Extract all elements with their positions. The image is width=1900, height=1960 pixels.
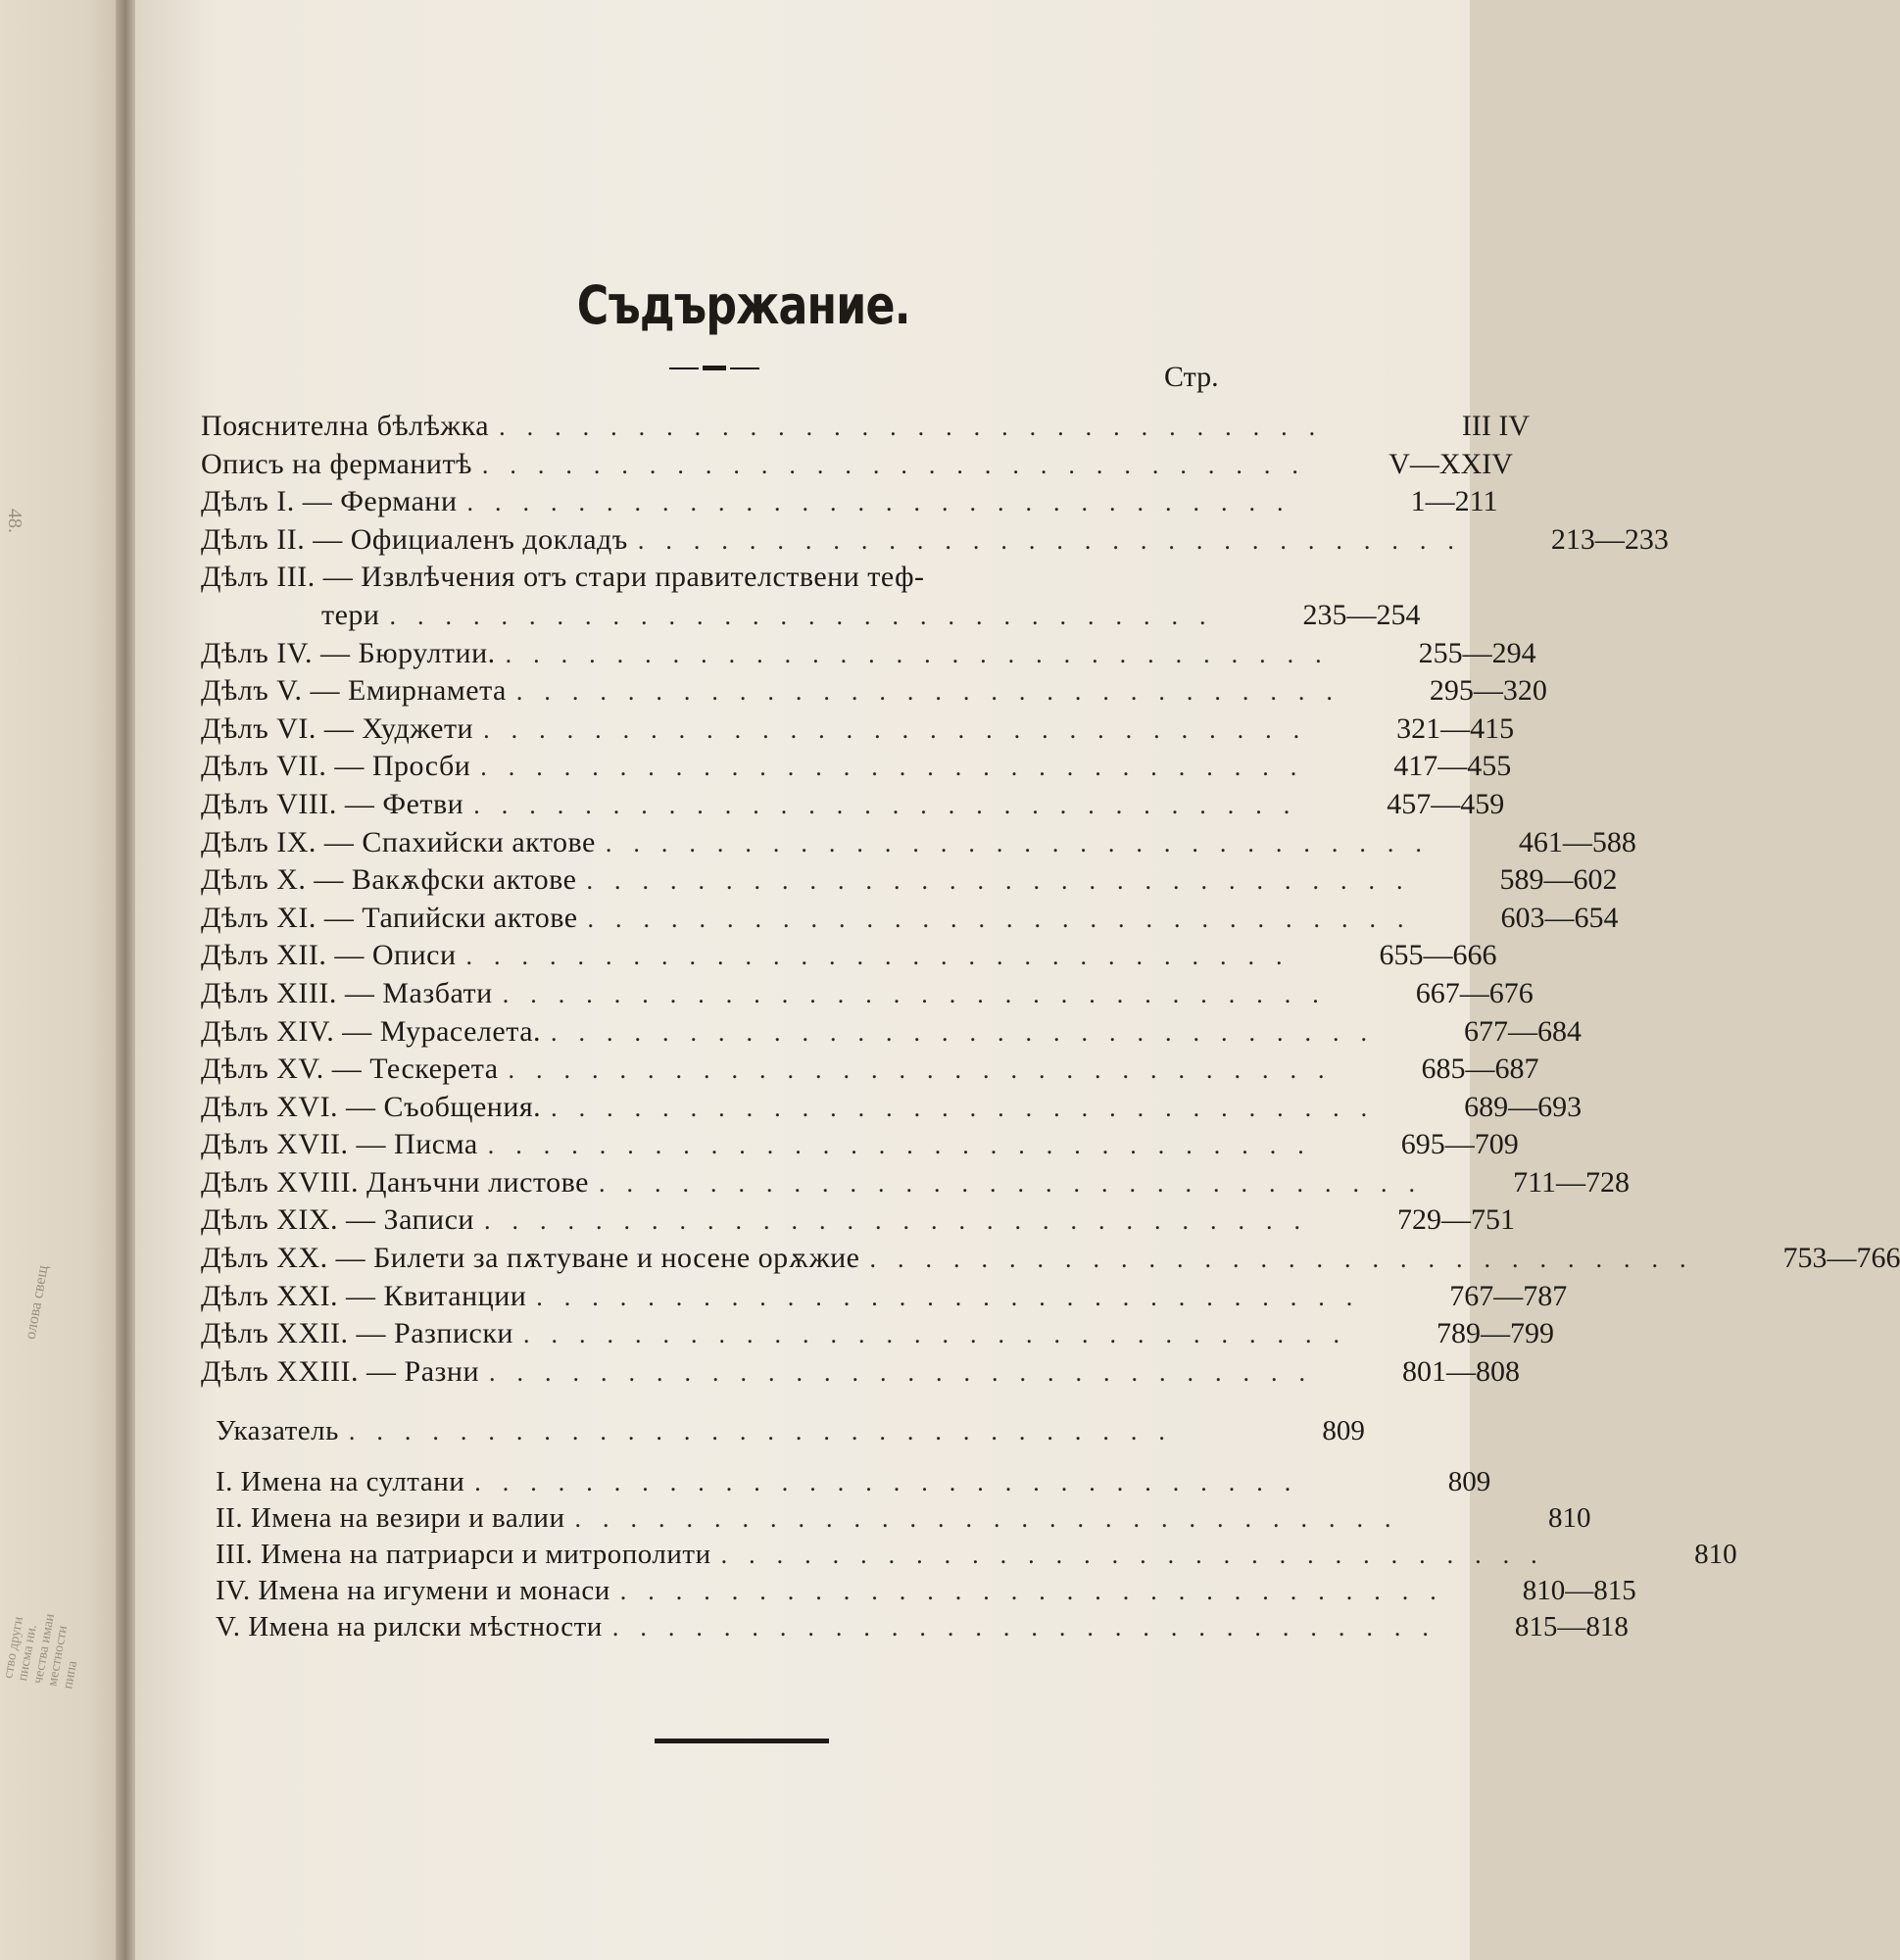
entry-label: Дѣлъ XXI. — Квитанции (201, 1279, 527, 1312)
dot-leader: .............................. (465, 942, 1304, 971)
toc-entry (201, 1014, 1583, 1054)
toc-entry (201, 1242, 1900, 1280)
dot-leader: .............................. (720, 1541, 1559, 1569)
entry-label: Дѣлъ XIV. — Мураселета. (201, 1014, 542, 1048)
bleed-mark: олова свещ (22, 1263, 52, 1341)
dot-leader: .............................. (505, 639, 1343, 668)
entry-label: Дѣлъ VI. — Худжети (201, 711, 474, 745)
entry-pages: 809 (1447, 1466, 1491, 1497)
entry-label: Дѣлъ XIX. — Записи (201, 1203, 474, 1237)
entry-label: Дѣлъ X. — Вакѫфски актове (201, 863, 577, 897)
entry-label: Дѣлъ XXII. — Разписки (201, 1317, 513, 1350)
dot-leader: .............................. (551, 1017, 1389, 1047)
toc-entry (201, 976, 1534, 1015)
page-title: Съдържание. (576, 274, 910, 336)
entry-label: III. Имена на патриарси и митрополити (216, 1539, 711, 1570)
entry-label: V. Имена на рилски мѣстности (216, 1611, 603, 1642)
toc-entry (201, 711, 1515, 751)
entry-label: Пояснителна бѣлѣжка (201, 410, 490, 442)
entry-pages: 810 (1694, 1539, 1737, 1570)
toc-entry (201, 1317, 1554, 1355)
entry-label: Дѣлъ XI. — Тапийски актове (201, 901, 578, 934)
index-section (216, 1415, 1737, 1647)
entry-pages: 689—693 (1464, 1090, 1583, 1123)
dot-leader: .............................. (483, 714, 1322, 744)
entry-pages: III IV (1461, 410, 1531, 442)
entry-pages: 589—602 (1499, 863, 1618, 897)
index-heading (216, 1415, 1365, 1451)
left-page-edge (0, 0, 127, 1960)
entry-label: I. Имена на султани (216, 1466, 465, 1497)
toc-entry (201, 1128, 1519, 1166)
entry-label: Описъ на ферманитѣ (201, 447, 472, 480)
toc-entry (201, 825, 1636, 864)
dot-leader: .............................. (487, 1131, 1326, 1160)
entry-pages: 711—728 (1513, 1165, 1630, 1199)
entry-pages: 753—766 (1782, 1242, 1900, 1275)
entry-label: Дѣлъ I. — Фермани (201, 485, 458, 518)
entry-pages: 810—815 (1522, 1575, 1636, 1606)
entry-label: тери (321, 598, 380, 631)
entry-pages: 695—709 (1400, 1128, 1519, 1161)
dot-leader: .............................. (574, 1504, 1413, 1533)
entry-label: Дѣлъ IX. — Спахийски актове (201, 825, 596, 858)
toc-entry (201, 787, 1505, 826)
dot-leader: .............................. (508, 1055, 1346, 1085)
bleed-mark: 48. (4, 509, 25, 533)
toc-entry-continuation (201, 598, 1421, 637)
index-pages: 809 (1322, 1415, 1365, 1446)
dot-leader: .............................. (605, 828, 1443, 858)
dot-leader: .............................. (348, 1417, 1187, 1446)
dot-leader: .............................. (536, 1282, 1375, 1311)
entry-label: Дѣлъ XXIII. — Разни (201, 1354, 479, 1388)
dot-leader: .............................. (586, 866, 1425, 896)
dot-leader: .............................. (481, 450, 1320, 479)
entry-pages: 295—320 (1429, 674, 1547, 708)
entry-label: Дѣлъ XIII. — Мазбати (201, 976, 493, 1009)
entry-label: Дѣлъ III. — Извлѣчения отъ стари правителствени теф- (201, 561, 925, 594)
dot-leader: .............................. (637, 525, 1476, 555)
toc-entry (201, 1354, 1520, 1394)
dot-leader: .............................. (869, 1245, 1708, 1274)
dot-leader: .............................. (489, 1357, 1327, 1387)
entry-label: IV. Имена на игумени и монаси (216, 1575, 610, 1606)
entry-pages: 767—787 (1449, 1279, 1568, 1312)
entry-label: Дѣлъ V. — Емирнамета (201, 674, 507, 708)
entry-label: Дѣлъ XX. — Билети за пѫтуване и носене орѫжие (201, 1242, 860, 1275)
toc-entry (201, 1203, 1515, 1242)
dot-leader: .............................. (551, 1093, 1389, 1122)
toc-entry (201, 636, 1536, 675)
dot-leader: .............................. (522, 1320, 1361, 1349)
toc-entry (201, 522, 1669, 562)
entry-pages: 815—818 (1514, 1611, 1629, 1642)
toc-entry (201, 1053, 1539, 1091)
dot-leader: .............................. (473, 790, 1312, 819)
index-entry (216, 1539, 1737, 1575)
entry-label: Дѣлъ XVII. — Писма (201, 1128, 478, 1161)
entry-label: Дѣлъ VIII. — Фетви (201, 787, 464, 820)
entry-label: Дѣлъ IV. — Бюрултии. (201, 636, 496, 669)
bleed-mark: ство други писма ни. чества имаи местности пипа (1, 1612, 80, 1690)
index-entry (216, 1611, 1629, 1647)
dot-leader: .............................. (474, 1468, 1313, 1496)
entry-pages: 603—654 (1500, 901, 1619, 934)
entry-pages: 255—294 (1418, 636, 1536, 669)
book-spine (116, 0, 137, 1960)
title-ornament-rule (669, 365, 759, 372)
index-entry (216, 1466, 1491, 1502)
toc-entry (201, 447, 1513, 486)
entry-pages: 457—459 (1387, 787, 1505, 820)
entry-label: Дѣлъ XVIII. Данъчни листове (201, 1165, 589, 1199)
dot-leader: .............................. (619, 1577, 1458, 1605)
entry-pages: 677—684 (1464, 1014, 1583, 1048)
dot-leader: .............................. (611, 1613, 1450, 1642)
entry-pages: 213—233 (1550, 522, 1669, 556)
entry-pages: 685—687 (1421, 1053, 1539, 1086)
end-rule (655, 1739, 829, 1743)
dot-leader: .............................. (499, 413, 1338, 441)
entry-pages: 417—455 (1393, 750, 1512, 783)
toc-entry (201, 901, 1619, 940)
entry-pages: 810 (1547, 1502, 1591, 1534)
toc-entry (201, 1165, 1630, 1204)
toc-entry (201, 1090, 1583, 1129)
index-label: Указатель (216, 1415, 339, 1446)
index-entry (216, 1502, 1591, 1539)
toc-entry (201, 1279, 1568, 1318)
entry-label: Дѣлъ II. — Официаленъ докладъ (201, 522, 628, 556)
dot-leader: .............................. (466, 488, 1305, 517)
entry-label: Дѣлъ XVI. — Съобщения. (201, 1090, 542, 1123)
toc-entry (201, 863, 1618, 902)
entry-label: II. Имена на везири и валии (216, 1502, 565, 1534)
entry-pages: 321—415 (1396, 711, 1515, 745)
dot-leader: .............................. (502, 979, 1340, 1008)
entry-pages: 461—588 (1518, 825, 1636, 858)
dot-leader: .............................. (598, 1168, 1437, 1198)
toc-entry (201, 485, 1498, 523)
dot-leader: .............................. (587, 904, 1426, 933)
toc-entry (201, 939, 1497, 977)
entry-label: Дѣлъ VII. — Просби (201, 750, 471, 783)
entry-pages: 801—808 (1402, 1354, 1520, 1388)
entry-label: Дѣлъ XV. — Тескерета (201, 1053, 499, 1086)
toc-entry (201, 561, 1289, 599)
entry-pages: 667—676 (1415, 976, 1534, 1009)
entry-pages: 1—211 (1410, 485, 1498, 518)
entry-pages: 235—254 (1302, 598, 1421, 631)
dot-leader: .............................. (484, 1206, 1322, 1236)
index-entry (216, 1575, 1636, 1611)
dot-leader: .............................. (389, 601, 1228, 630)
entry-pages: 729—751 (1397, 1203, 1515, 1237)
entry-pages: 789—799 (1436, 1317, 1554, 1350)
dot-leader: .............................. (480, 753, 1319, 782)
contents-list (201, 410, 1900, 1393)
entry-label: Дѣлъ XII. — Описи (201, 939, 457, 972)
page-column-header: Стр. (1164, 361, 1219, 393)
toc-entry (201, 674, 1547, 712)
entry-pages: V—XXIV (1388, 447, 1513, 480)
dot-leader: .............................. (515, 677, 1354, 707)
toc-entry (201, 750, 1512, 788)
toc-entry (201, 410, 1531, 448)
entry-pages: 655—666 (1379, 939, 1497, 972)
